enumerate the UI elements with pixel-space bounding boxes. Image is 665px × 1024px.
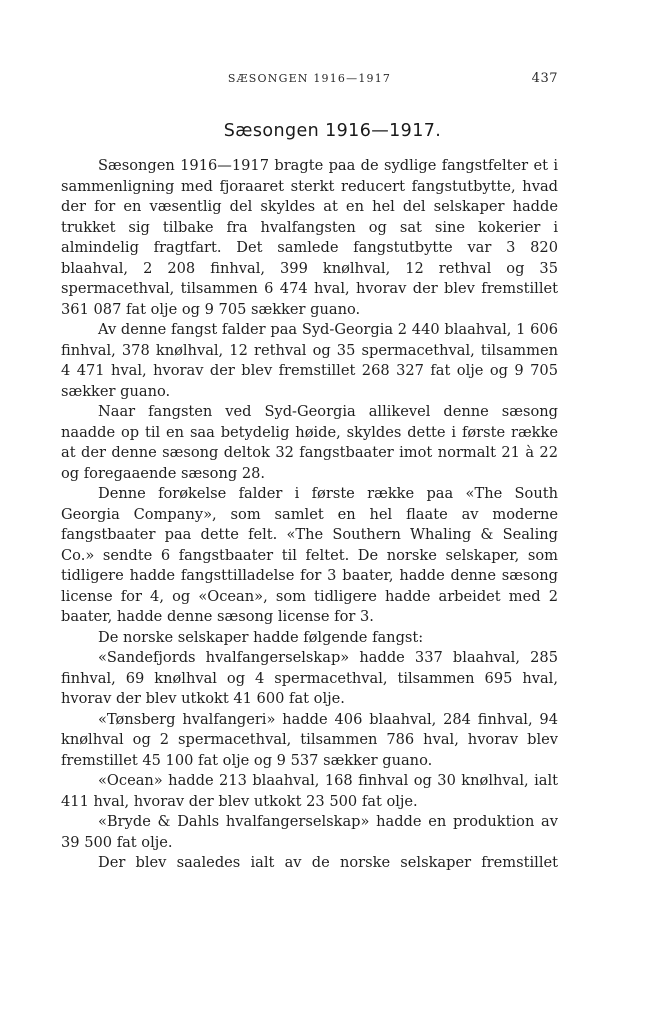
section-title: Sæsongen 1916—1917. <box>223 121 442 141</box>
paragraph-south-georgia-catch: Av denne fangst falder paa Syd-Georgia 2 440 blaahval, 1 606 finhval, 378 knølhval, 12 rethval og 35 spermacethval, tilsammen 4 471 hval, hvorav der blev fremstillet 268 327 fat olje og 9 705 sækker guano. <box>61 321 558 400</box>
paragraph-catch-explanation: Naar fangsten ved Syd-Georgia allikevel denne sæsong naadde op til en saa betydelig høide, skyldes dette i første række at der denne sæsong deltok 32 fangstbaater imot normalt 21 à 22 og foregaaende sæsong 28. <box>61 403 558 482</box>
running-head <box>61 72 558 88</box>
paragraph-sandefjord: «Sandefjords hvalfangerselskap» hadde 337 blaahval, 285 finhval, 69 knølhval og 4 spermacethval, tilsammen 695 hval, hvorav der blev utkokt 41 600 fat olje. <box>61 649 558 707</box>
paragraph-season-summary: Sæsongen 1916—1917 bragte paa de sydlige fangstfelter et i sammenligning med fjoraaret sterkt reducert fangstutbytte, hvad der for en væsentlig del skyldes at en hel del selskaper hadde trukket sig tilbake fra hvalfangsten og sat sine kokerier i almindelig fragtfart. Det samlede fangstutbytte var 3 820 blaahval, 2 208 finhval, 399 knølhval, 12 rethval og 35 spermacethval, tilsammen 6 474 hval, hvorav der blev fremstillet 361 087 fat olje og 9 705 sækker guano. <box>61 157 558 318</box>
paragraph-bryde-dahl: «Bryde & Dahls hvalfangerselskap» hadde en produktion av 39 500 fat olje. <box>61 813 558 851</box>
paragraph-tonsberg: «Tønsberg hvalfangeri» hadde 406 blaahval, 284 finhval, 94 knølhval og 2 spermacethval, tilsammen 786 hval, hvorav blev fremstillet 45 100 fat olje og 9 537 sækker guano. <box>61 710 558 769</box>
page-number: 437 <box>531 71 558 86</box>
paragraph-norwegian-intro: De norske selskaper hadde følgende fangst: <box>98 628 424 646</box>
body-text <box>61 156 558 874</box>
paragraph-ocean: «Ocean» hadde 213 blaahval, 168 finhval og 30 knølhval, ialt 411 hval, hvorav der blev utkokt 23 500 fat olje. <box>61 772 558 810</box>
running-title: SÆSONGEN 1916—1917 <box>227 72 392 85</box>
paragraph-fleet-increase: Denne forøkelse falder i første række paa «The South Georgia Company», som samlet en hel flaate av moderne fangstbaater paa dette felt. «The Southern Whaling & Sealing Co.» sendte 6 fangstbaater til feltet. De norske selskaper, som tidligere hadde fangsttilladelse for 3 baater, hadde denne sæsong license for 4, og «Ocean», som tidligere hadde arbeidet med 2 baater, hadde denne sæsong license for 3. <box>61 485 558 625</box>
paragraph-total-continued: Der blev saaledes ialt av de norske selskaper fremstillet <box>98 854 558 871</box>
